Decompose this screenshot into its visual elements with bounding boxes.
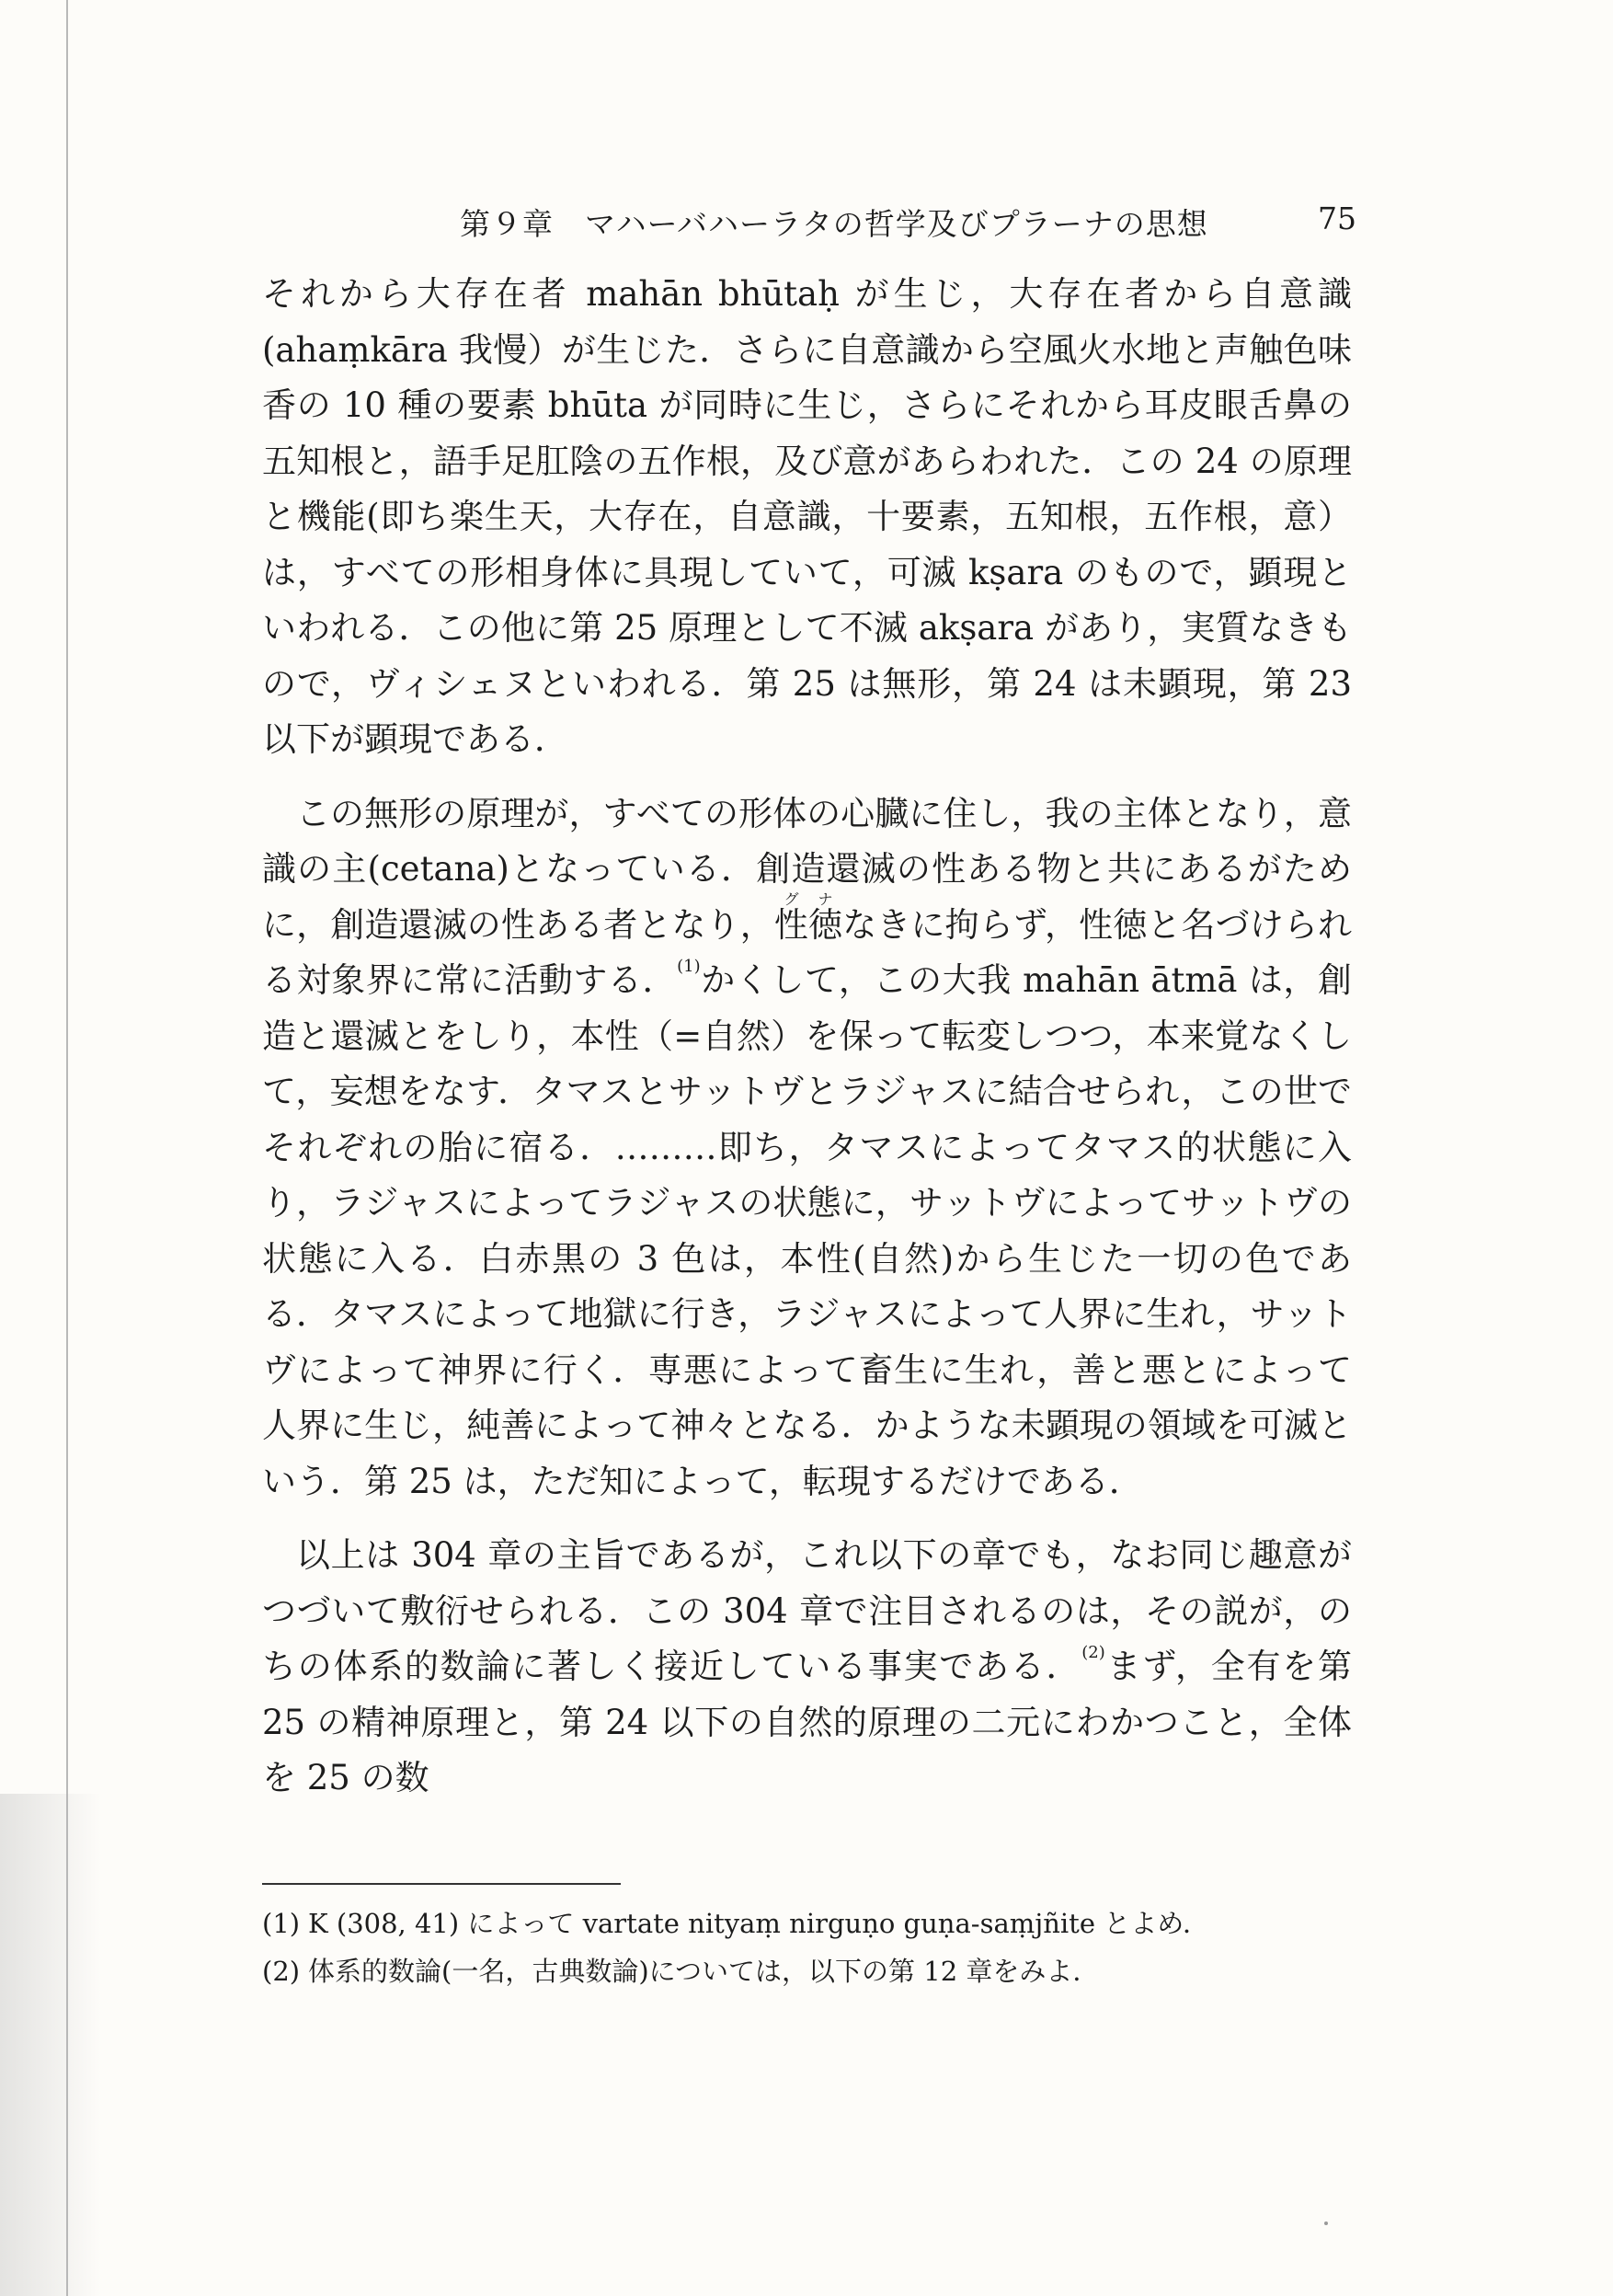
page-edge-shadow — [0, 1794, 101, 2296]
footnote-2-text: 体系的数論(一名，古典数論)については，以下の第 12 章をみよ． — [308, 1956, 1100, 1987]
footnote-ref-1[interactable]: (1) — [677, 957, 701, 976]
footnotes — [262, 1900, 1352, 1995]
footnote-ref-2[interactable]: (2) — [1081, 1643, 1105, 1662]
footnote-2-number: (2) — [262, 1956, 301, 1987]
running-title: 第９章 マハーバハーラタの哲学及びプラーナの思想 — [460, 206, 1208, 242]
footnote-divider — [262, 1883, 621, 1885]
speck — [1324, 2221, 1328, 2225]
paragraph-3-part-b: まず，全有を第 25 の精神原理と，第 24 以下の自然的原理の二元にわかつこと，全体を 25 の数 — [262, 1647, 1352, 1797]
footnote-1-text: K (308, 41) によって vartate nityaṃ nirguṇo guṇa-saṃjñite とよめ． — [308, 1908, 1210, 1939]
footnote-1 — [262, 1900, 1352, 1947]
guna-ruby — [773, 890, 843, 945]
paragraph-3 — [262, 1528, 1352, 1807]
running-header — [460, 201, 1356, 248]
footnote-1-number: (1) — [262, 1908, 301, 1939]
body-text — [262, 267, 1352, 1807]
paragraph-3-part-a: 以上は 304 章の主旨であるが，これ以下の章でも，なお同じ趣意がつづいて敷衍せられる．この 304 章で注目されるのは，その説が，のちの体系的数論に著しく接近している事実である． — [262, 1535, 1352, 1686]
footnote-2 — [262, 1947, 1352, 1995]
paragraph-2-part-b: なきに拘らず，性徳と名づけられる対象界に常に活動する． — [262, 904, 1353, 1000]
paragraph-2-part-c: かくして，この大我 mahān ātmā は，創造と還滅とをしり，本性（=自然）を保って転変しつつ，本来覚なくして，妄想をなす．タマスとサットヴとラジャスに結合せられ，この世でそれぞれの胎に宿る．………即ち，タマスによってタマス的状態に入り，ラジャスによってラジャスの状態に，サットヴによってサットヴの状態に入る．白赤黒の 3 色は，本性(自然)から生じた一切の色である．タマスによって地獄に行き，ラジャスによって人界に生れ，サットヴによって神界に行く．専悪によって畜生に生れ，善と悪とによって人界に生じ，純善によって神々となる．かような未顕現の領域を可滅という．第 25 は，ただ知によって，転現するだけである． — [262, 960, 1352, 1501]
paragraph-2-part-a: この無形の原理が，すべての形体の心臓に住し，我の主体となり，意識の主(cetana)となっている．創造還滅の性ある物と共にあるがために，創造還滅の性ある者となり， — [262, 793, 1352, 945]
guna-ruby-base: 性徳 — [773, 904, 843, 945]
page-number: 75 — [1318, 201, 1356, 236]
paragraph-2 — [262, 786, 1352, 1510]
guna-ruby-text: グナ — [773, 890, 843, 908]
paragraph-1: それから大存在者 mahān bhūtaḥ が生じ，大存在者から自意識(ahaṃkāra 我慢）が生じた．さらに自意識から空風火水地と声触色味香の 10 種の要素 bhūta が同時に生じ，さらにそれから耳皮眼舌鼻の五知根と，語手足肛陰の五作根，及び意があらわれた．この 24 の原理と機能(即ち楽生天，大存在，自意識，十要素，五知根，五作根，意）は，すべての形相身体に具現していて，可滅 kṣara のもので，顕現といわれる．この他に第 25 原理として不滅 akṣara があり，実質なきもので，ヴィシェヌといわれる．第 25 は無形，第 24 は未顕現，第 23 以下が顕現である． — [262, 274, 1352, 759]
